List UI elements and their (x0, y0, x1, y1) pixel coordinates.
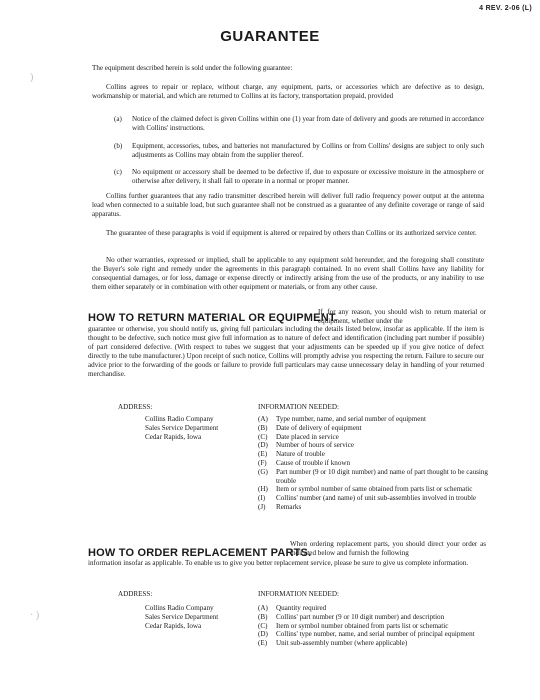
guarantee-condition-c (114, 168, 484, 186)
condition-label: (a) (114, 115, 122, 123)
address-line: Cedar Rapids, Iowa (145, 621, 202, 630)
order-intro: When ordering replacement parts, you should direct your order as indicated below and furnish the following (290, 540, 486, 557)
guarantee-condition-b (114, 142, 484, 160)
order-heading: HOW TO ORDER REPLACEMENT PARTS. (88, 547, 312, 559)
list-item: (A) Quantity required (258, 604, 327, 612)
guarantee-further: Collins further guarantees that any radio transmitter described herein will deliver full radio frequency power output at the antenna lead when connected to a suitable load, but such guarantee shall not be construed as a guarantee of any definite coverage or range of said apparatus. (92, 192, 484, 218)
order-body: information insofar as applicable. To enable us to give you better replacement service, please be sure to give us complete information. (88, 559, 469, 567)
condition-label: (b) (114, 142, 123, 150)
list-item: (D) Number of hours of service (258, 441, 355, 450)
guarantee-no-warranties: No other warranties, expressed or implied, shall be applicable to any equipment sold hereunder, and the foregoing shall constitute the Buyer's sole right and remedy under the agreements in this paragraph contained. In no event shall Collins have any liability for consequential damages, or for loss, damage or expense directly or indirectly arising from the use of the products, or any inability to use them either separately or in combination with other equipment or materials, or from any other cause. (92, 256, 484, 291)
list-item: (G) Part number (9 or 10 digit number) and name of part thought to be causing trouble (258, 467, 488, 485)
return-info-label: INFORMATION NEEDED: (258, 403, 339, 411)
list-item: (I) Collins' number (and name) of unit sub-assemblies involved in trouble (258, 494, 477, 503)
condition-text: Equipment, accessories, tubes, and batteries not manufactured by Collins or from Collins' designs are subject to only such adjustments as Collins may obtain from the supplier thereof. (132, 142, 484, 159)
list-item: (E) Nature of trouble (258, 450, 325, 459)
condition-text: Notice of the claimed defect is given Collins within one (1) year from date of delivery and goods are returned in accordance with Collins' instructions. (132, 115, 484, 132)
list-item: (C) Item or symbol number obtained from parts list or schematic (258, 621, 449, 630)
list-item: (A) Type number, name, and serial number of equipment (258, 415, 426, 423)
return-address (145, 415, 218, 441)
address-line: Collins Radio Company (145, 604, 214, 612)
return-intro: If, for any reason, you should wish to return material or equipment, whether under the (318, 308, 486, 325)
list-item: (H) Item or symbol number of same obtained from parts list or schematic (258, 485, 473, 494)
revision-note: 4 REV. 2-06 (L) (479, 5, 532, 12)
scan-mark: · ) (30, 610, 40, 621)
address-line: Cedar Rapids, Iowa (145, 432, 202, 441)
order-address-label: ADDRESS: (118, 590, 153, 598)
list-item: (D) Collins' type number, name, and serial number of principal equipment (258, 630, 475, 639)
list-item: (E) Unit sub-assembly number (where applicable) (258, 639, 408, 648)
list-item: (J) Remarks (258, 502, 302, 511)
guarantee-condition-a (114, 115, 484, 133)
return-info-list (258, 415, 490, 512)
list-item: (B) Date of delivery of equipment (258, 423, 362, 432)
address-line: Sales Service Department (145, 612, 219, 621)
order-info-label: INFORMATION NEEDED: (258, 590, 339, 598)
guarantee-void: The guarantee of these paragraphs is void if equipment is altered or repaired by others than Collins or its authorized service center. (106, 229, 477, 237)
condition-label: (c) (114, 168, 122, 176)
order-info-list (258, 604, 490, 648)
order-address (145, 604, 218, 630)
guarantee-collins-agrees: Collins agrees to repair or replace, without charge, any equipment, parts, or accessories which are defective as to design, workmanship or material, and which are returned to Collins at its factory, transportation prepaid, provided (92, 83, 484, 100)
return-address-label: ADDRESS: (118, 403, 153, 411)
scan-mark: ) (30, 72, 34, 83)
page-title: GUARANTEE (220, 28, 320, 45)
address-line: Sales Service Department (145, 423, 219, 432)
guarantee-intro: The equipment described herein is sold under the following guarantee: (92, 64, 293, 72)
address-line: Collins Radio Company (145, 415, 214, 423)
list-item: (F) Cause of trouble if known (258, 458, 351, 467)
return-heading: HOW TO RETURN MATERIAL OR EQUIPMENT. (88, 312, 338, 324)
list-item: (B) Collins' part number (9 or 10 digit number) and description (258, 612, 445, 621)
condition-text: No equipment or accessory shall be deemed to be defective if, due to exposure or excessive moisture in the atmosphere or otherwise after delivery, it shall fail to operate in a normal or proper manner. (132, 168, 484, 185)
list-item: (C) Date placed in service (258, 432, 339, 441)
return-body: guarantee or otherwise, you should notify us, giving full particulars including the details listed below, insofar as applicable. If the item is thought to be defective, such notice must give full information as to nature of defect and identification (including part number if possible) of part considered defective. (With respect to tubes we suggest that your adjustments can be speeded up if you give notice of defect directly to the tube manufacturer.) Upon receipt of such notice, Collins will promptly advise you respecting the return. Failure to secure our advice prior to the forwarding of the goods or failure to provide full particulars may cause unnecessary delay in handling of your returned merchandise. (88, 325, 484, 378)
